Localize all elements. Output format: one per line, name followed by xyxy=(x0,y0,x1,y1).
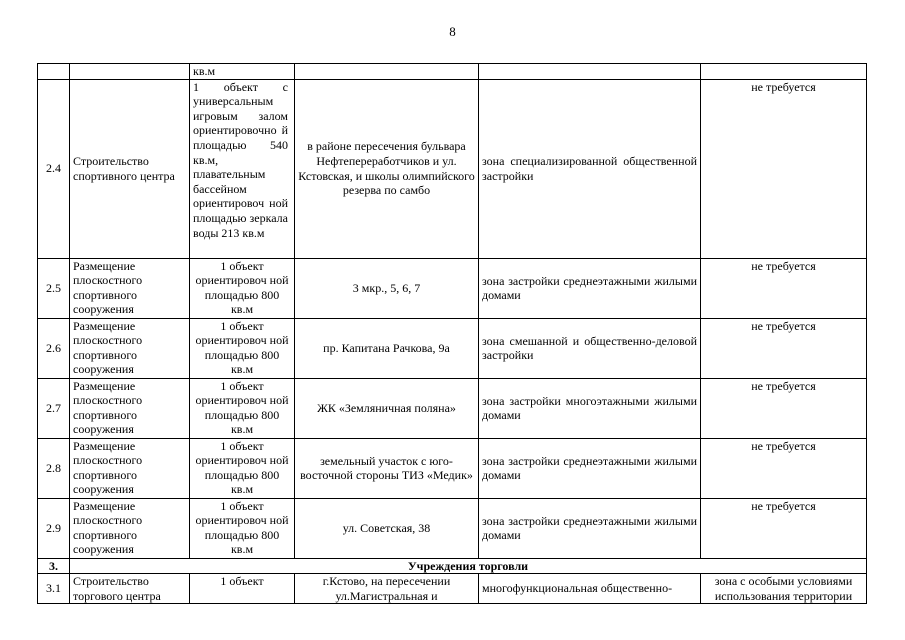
cell-capacity: 1 объект ориентировоч ной площадью 800 кв.м xyxy=(190,318,295,378)
cell-zone: зона смешанной и общественно-деловой застройки xyxy=(479,318,701,378)
cell-zone: зона застройки среднеэтажными жилыми домами xyxy=(479,258,701,318)
section-number: 3. xyxy=(38,558,70,574)
cell-num: 2.7 xyxy=(38,378,70,438)
table-row xyxy=(38,498,867,558)
cell-location: в районе пересечения бульвара Нефтепереработчиков и ул. Кстовская, и школы олимпийского резерва по самбо xyxy=(295,79,479,258)
cell-name: Строительство спортивного центра xyxy=(70,79,190,258)
cell-requirement: не требуется xyxy=(701,258,867,318)
table-row-continuation xyxy=(38,64,867,80)
table-row xyxy=(38,438,867,498)
cell-name: Размещение плоскостного спортивного сооружения xyxy=(70,378,190,438)
table-row xyxy=(38,574,867,604)
cell-requirement xyxy=(701,64,867,80)
cell-name xyxy=(70,64,190,80)
cell-requirement: не требуется xyxy=(701,378,867,438)
cell-num: 2.5 xyxy=(38,258,70,318)
cell-capacity: 1 объект ориентировоч ной площадью 800 кв.м xyxy=(190,258,295,318)
cell-location: ул. Советская, 38 xyxy=(295,498,479,558)
cell-capacity: 1 объект ориентировоч ной площадью 800 кв.м xyxy=(190,438,295,498)
cell-capacity: 1 объект ориентировоч ной площадью 800 кв.м xyxy=(190,378,295,438)
cell-name: Размещение плоскостного спортивного сооружения xyxy=(70,258,190,318)
cell-name: Размещение плоскостного спортивного сооружения xyxy=(70,498,190,558)
cell-requirement: не требуется xyxy=(701,79,867,258)
cell-location xyxy=(295,64,479,80)
cell-requirement: не требуется xyxy=(701,498,867,558)
cell-zone: зона застройки среднеэтажными жилыми домами xyxy=(479,498,701,558)
cell-num: 3.1 xyxy=(38,574,70,604)
cell-num: 2.9 xyxy=(38,498,70,558)
table-row xyxy=(38,79,867,258)
section-header-row xyxy=(38,558,867,574)
cell-requirement: не требуется xyxy=(701,438,867,498)
cell-capacity: 1 объект с универсальным игровым залом ориентировочно й площадью 540 кв.м, плавательным бассейном ориентировоч ной площадью зеркала воды 213 кв.м xyxy=(190,79,295,258)
cell-name: Размещение плоскостного спортивного сооружения xyxy=(70,438,190,498)
table-row xyxy=(38,378,867,438)
cell-zone: зона застройки многоэтажными жилыми домами xyxy=(479,378,701,438)
page-number: 8 xyxy=(449,24,456,39)
section-title: Учреждения торговли xyxy=(70,558,867,574)
objects-table xyxy=(37,63,867,604)
cell-name: Строительство торгового центра xyxy=(70,574,190,604)
cell-location: г.Кстово, на пересечении ул.Магистральная и xyxy=(295,574,479,604)
cell-num: 2.8 xyxy=(38,438,70,498)
cell-location: земельный участок с юго-восточной стороны ТИЗ «Медик» xyxy=(295,438,479,498)
cell-zone: зона застройки среднеэтажными жилыми домами xyxy=(479,438,701,498)
cell-num: 2.4 xyxy=(38,79,70,258)
cell-zone xyxy=(479,64,701,80)
cell-requirement: зона с особыми условиями использования территории xyxy=(701,574,867,604)
cell-capacity: 1 объект xyxy=(190,574,295,604)
table-row xyxy=(38,258,867,318)
cell-requirement: не требуется xyxy=(701,318,867,378)
cell-num xyxy=(38,64,70,80)
cell-location: пр. Капитана Рачкова, 9а xyxy=(295,318,479,378)
cell-zone: зона специализированной общественной застройки xyxy=(479,79,701,258)
cell-num: 2.6 xyxy=(38,318,70,378)
table-row xyxy=(38,318,867,378)
cell-location: 3 мкр., 5, 6, 7 xyxy=(295,258,479,318)
cell-name: Размещение плоскостного спортивного сооружения xyxy=(70,318,190,378)
cell-location: ЖК «Земляничная поляна» xyxy=(295,378,479,438)
cell-zone: многофункциональная общественно- xyxy=(479,574,701,604)
cell-capacity: кв.м xyxy=(190,64,295,80)
cell-capacity: 1 объект ориентировоч ной площадью 800 кв.м xyxy=(190,498,295,558)
